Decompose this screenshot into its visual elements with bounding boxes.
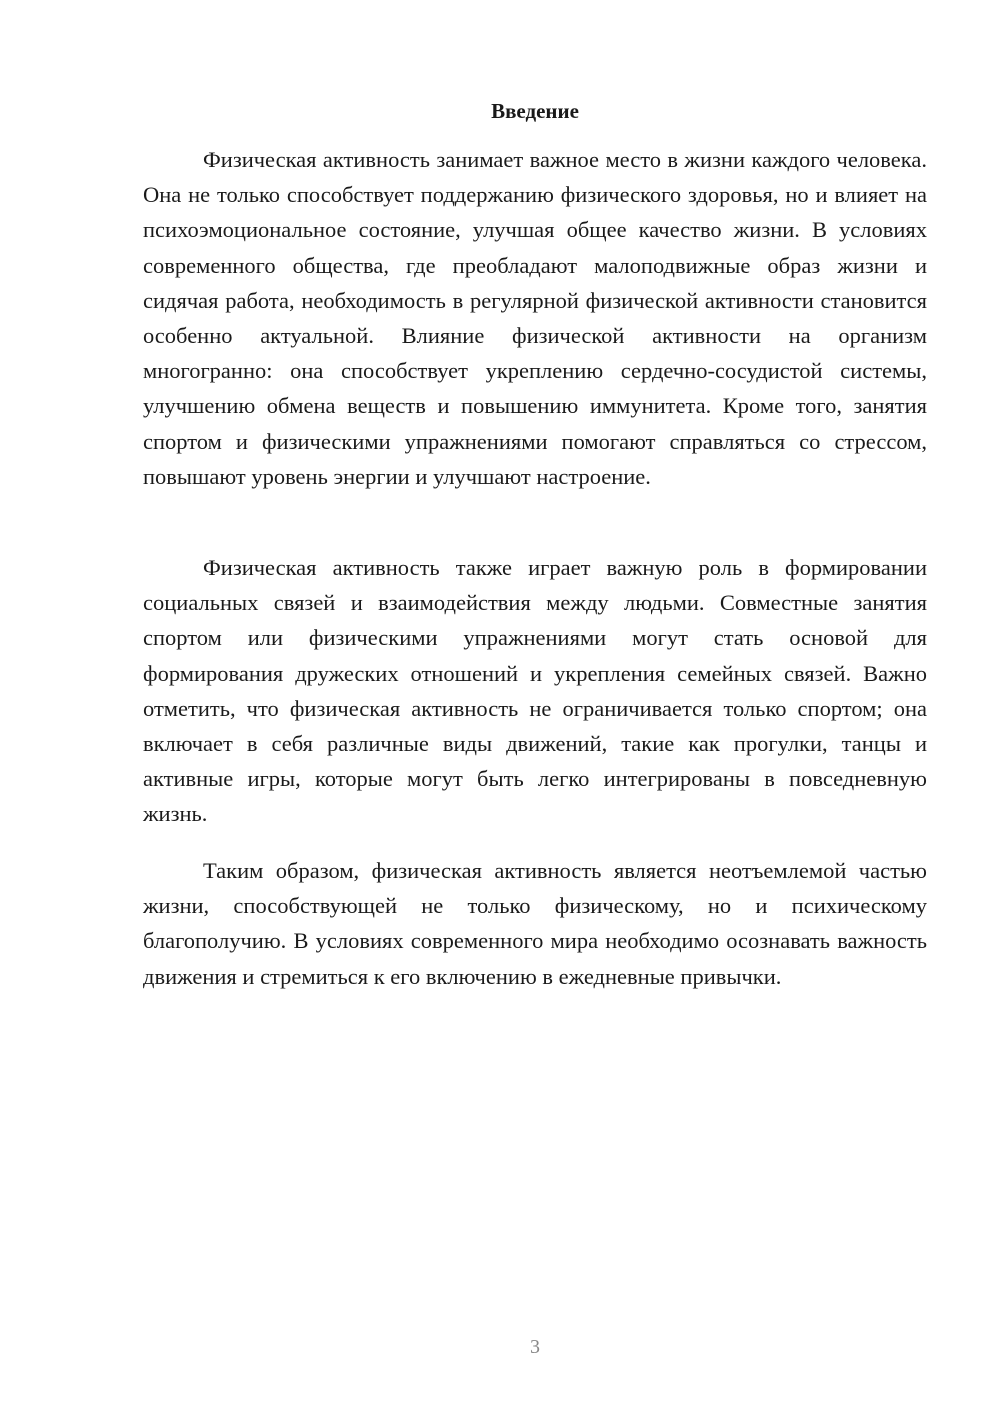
paragraph-3: Таким образом, физическая активность является неотъемлемой частью жизни, способствующей не только физическому, но и психическому благополучию. В условиях современного мира необходимо осознавать важность движения и стремиться к его включению в ежедневные привычки.	[143, 858, 927, 989]
paragraph-1: Физическая активность занимает важное место в жизни каждого человека. Она не только способствует поддержанию физического здоровья, но и влияет на психоэмоциональное состояние, улучшая общее качество жизни. В условиях современного общества, где преобладают малоподвижные образ жизни и сидячая работа, необходимость в регулярной физической активности становится особенно актуальной. Влияние физической активности на организм многогранно: она способствует укреплению сердечно-сосудистой системы, улучшению обмена веществ и повышению иммунитета. Кроме того, занятия спортом и физическими упражнениями помогают справляться со стрессом, повышают уровень энергии и улучшают настроение.	[143, 147, 927, 489]
paragraph-2: Физическая активность также играет важную роль в формировании социальных связей и взаимодействия между людьми. Совместные занятия спортом или физическими упражнениями могут стать основой для формирования дружеских отношений и укрепления семейных связей. Важно отметить, что физическая активность не ограничивается только спортом; она включает в себя различные виды движений, такие как прогулки, танцы и активные игры, которые могут быть легко интегрированы в повседневную жизнь.	[143, 555, 927, 827]
section-title: Введение	[491, 99, 579, 123]
page-number: 3	[530, 1336, 540, 1358]
